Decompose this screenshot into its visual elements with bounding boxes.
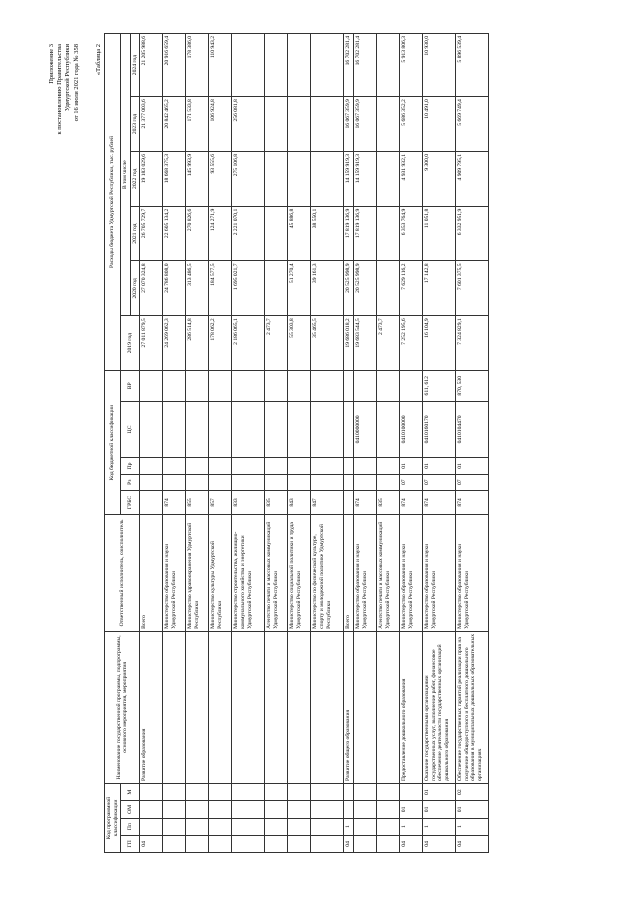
- cell-amount: [265, 34, 288, 97]
- cell-amount: 171 533,8: [186, 97, 209, 152]
- cell-amount: 2 186 065,1: [232, 316, 265, 371]
- cell-pr: [163, 458, 186, 474]
- cell-executor: Министерство по физической культуре, спорту и молодежной политике Удмуртской Республики: [311, 515, 344, 632]
- cell-amount: 10 930,0: [422, 34, 455, 97]
- cell-gp: 04: [344, 835, 354, 852]
- cell-amount: 17 819 136,9: [344, 206, 354, 261]
- cell-amount: [265, 97, 288, 152]
- cell-m: [311, 784, 344, 801]
- cell-rz: [140, 474, 163, 490]
- table-row: [344, 34, 354, 853]
- table-row: [422, 34, 455, 853]
- cell-cs: 0410104470: [455, 401, 488, 458]
- cell-executor: Министерство образования и науки Удмуртской Республики: [353, 515, 376, 632]
- cell-vr: [353, 371, 376, 401]
- cell-amount: 20 525 998,9: [353, 261, 376, 316]
- cell-om: [265, 801, 288, 818]
- cell-cs: [344, 401, 354, 458]
- cell-amount: 21 205 988,6: [140, 34, 163, 97]
- col-pr: Пр: [121, 458, 140, 474]
- cell-amount: 14 159 919,3: [344, 151, 354, 206]
- table-row: [140, 34, 163, 853]
- cell-grbs: 835: [265, 490, 288, 514]
- cell-name: [353, 631, 376, 783]
- col-vr: ВР: [121, 371, 140, 401]
- cell-om: 01: [422, 801, 455, 818]
- cell-grbs: 847: [311, 490, 344, 514]
- cell-pp: [265, 818, 288, 835]
- cell-amount: 6 353 764,9: [399, 206, 422, 261]
- cell-amount: 27 011 879,5: [140, 316, 163, 371]
- annex-line: от 16 июля 2021 года № 358: [72, 44, 80, 122]
- cell-amount: 38 550,1: [311, 206, 344, 261]
- table-row: [209, 34, 232, 853]
- cell-amount: 145 993,9: [186, 151, 209, 206]
- cell-pp: [209, 818, 232, 835]
- cell-rz: [163, 474, 186, 490]
- cell-amount: 20 916 659,4: [163, 34, 186, 97]
- cell-pp: [163, 818, 186, 835]
- cell-executor: Всего: [344, 515, 354, 632]
- cell-vr: [311, 371, 344, 401]
- cell-m: [344, 784, 354, 801]
- cell-amount: [265, 261, 288, 316]
- cell-executor: Всего: [140, 515, 163, 632]
- cell-amount: 2 221 070,1: [232, 206, 265, 261]
- cell-rz: [376, 474, 399, 490]
- cell-amount: 4 931 932,1: [399, 151, 422, 206]
- cell-gp: [186, 835, 209, 852]
- cell-grbs: 857: [209, 490, 232, 514]
- cell-m: [232, 784, 265, 801]
- cell-amount: 5 896 539,4: [455, 34, 488, 97]
- cell-name: [186, 631, 209, 783]
- cell-amount: 256 081,8: [232, 97, 265, 152]
- cell-pr: [232, 458, 265, 474]
- cell-executor: Агентство печати и массовых коммуникаций Удмуртской Республики: [376, 515, 399, 632]
- cell-om: [376, 801, 399, 818]
- cell-cs: 0410100000: [399, 401, 422, 458]
- cell-cs: [265, 401, 288, 458]
- cell-gp: [209, 835, 232, 852]
- table-row: [232, 34, 265, 853]
- cell-gp: 04: [399, 835, 422, 852]
- cell-amount: [288, 34, 311, 97]
- cell-pr: 01: [455, 458, 488, 474]
- cell-pp: [232, 818, 265, 835]
- cell-pr: 01: [399, 458, 422, 474]
- cell-pr: [186, 458, 209, 474]
- cell-cs: [186, 401, 209, 458]
- col-gp: ГП: [121, 835, 140, 852]
- cell-pp: [311, 818, 344, 835]
- cell-gp: [376, 835, 399, 852]
- cell-executor: Министерство культуры Удмуртской Республики: [209, 515, 232, 632]
- cell-amount: 2 473,7: [376, 316, 399, 371]
- cell-grbs: 833: [232, 490, 265, 514]
- cell-amount: 16 067 359,9: [344, 97, 354, 152]
- cell-executor: Министерство социальной политики и труда Удмуртской Республики: [288, 515, 311, 632]
- cell-executor: Министерство строительства, жилищно-коммунального хозяйства и энергетики Удмуртской Республики: [232, 515, 265, 632]
- cell-amount: 5 669 749,4: [455, 97, 488, 152]
- cell-amount: [376, 151, 399, 206]
- cell-cs: [140, 401, 163, 458]
- cell-executor: Министерство образования и науки Удмуртской Республики: [455, 515, 488, 632]
- cell-pr: [311, 458, 344, 474]
- cell-name: Развитие образования: [140, 631, 163, 783]
- cell-pp: 1: [344, 818, 354, 835]
- cell-cs: [209, 401, 232, 458]
- cell-name: Обеспечение государственных гарантий реализации прав на получение общедоступного и бесплатного дошкольного образования в муниципальных дошкольных образовательных организациях: [455, 631, 488, 783]
- cell-amount: 110 943,2: [209, 34, 232, 97]
- cell-amount: 7 324 829,1: [455, 316, 488, 371]
- cell-amount: 51 270,4: [288, 261, 311, 316]
- program-code-header: Код программной классификации: [105, 784, 121, 853]
- cell-amount: 16 702 281,4: [353, 34, 376, 97]
- cell-amount: 275 106,8: [232, 151, 265, 206]
- cell-executor: Министерство образования и науки Удмуртской Республики: [422, 515, 455, 632]
- cell-amount: 11 051,8: [422, 206, 455, 261]
- col-year: 2023 год: [130, 97, 140, 152]
- cell-rz: [344, 474, 354, 490]
- cell-name: [209, 631, 232, 783]
- cell-amount: 270 826,6: [186, 206, 209, 261]
- table-row: [376, 34, 399, 853]
- cell-amount: 313 486,5: [186, 261, 209, 316]
- cell-amount: 106 924,8: [209, 97, 232, 152]
- cell-grbs: 874: [399, 490, 422, 514]
- cell-name: [265, 631, 288, 783]
- cell-amount: 14 159 919,3: [353, 151, 376, 206]
- cell-amount: [376, 261, 399, 316]
- cell-vr: [186, 371, 209, 401]
- cell-grbs: [140, 490, 163, 514]
- cell-pp: [140, 818, 163, 835]
- cell-grbs: 843: [288, 490, 311, 514]
- cell-amount: 7 629 116,2: [399, 261, 422, 316]
- cell-amount: 19 686 018,2: [344, 316, 354, 371]
- cell-amount: 21 377 003,6: [140, 97, 163, 152]
- name-header: Наименование государственной программы, подпрограммы, основного мероприятия, мероприятия: [105, 631, 140, 783]
- cell-cs: [163, 401, 186, 458]
- cell-rz: [353, 474, 376, 490]
- cell-gp: 04: [455, 835, 488, 852]
- table-row: [455, 34, 488, 853]
- cell-grbs: 874: [353, 490, 376, 514]
- expenses-header: Расходы бюджета Удмуртской Республики, тыс. рублей: [105, 34, 121, 371]
- table-row: [311, 34, 344, 853]
- cell-amount: 10 491,0: [422, 97, 455, 152]
- cell-amount: 9 300,0: [422, 151, 455, 206]
- cell-amount: 20 842 465,2: [163, 97, 186, 152]
- cell-om: [163, 801, 186, 818]
- cell-name: [311, 631, 344, 783]
- cell-gp: [265, 835, 288, 852]
- cell-om: 01: [399, 801, 422, 818]
- cell-amount: 4 909 795,1: [455, 151, 488, 206]
- cell-executor: Агентство печати и массовых коммуникаций Удмуртской Республики: [265, 515, 288, 632]
- table-row: [288, 34, 311, 853]
- budget-table: [104, 33, 489, 853]
- cell-m: [353, 784, 376, 801]
- cell-amount: 22 605 134,2: [163, 206, 186, 261]
- cell-gp: 04: [422, 835, 455, 852]
- cell-amount: 286 514,8: [186, 316, 209, 371]
- col-rz: Рз: [121, 474, 140, 490]
- cell-amount: [376, 206, 399, 261]
- cell-om: [186, 801, 209, 818]
- cell-amount: 7 601 375,5: [455, 261, 488, 316]
- cell-pr: [265, 458, 288, 474]
- cell-vr: [265, 371, 288, 401]
- cell-m: 01: [422, 784, 455, 801]
- cell-amount: 16 104,9: [422, 316, 455, 371]
- cell-vr: [209, 371, 232, 401]
- cell-vr: [344, 371, 354, 401]
- cell-pr: [344, 458, 354, 474]
- cell-om: [344, 801, 354, 818]
- cell-vr: [163, 371, 186, 401]
- cell-gp: [288, 835, 311, 852]
- cell-amount: 17 819 136,9: [353, 206, 376, 261]
- cell-amount: 5 913 806,3: [399, 34, 422, 97]
- cell-rz: [288, 474, 311, 490]
- cell-vr: 611, 612: [422, 371, 455, 401]
- col-grbs: ГРБС: [121, 490, 140, 514]
- cell-pr: [288, 458, 311, 474]
- cell-pr: [376, 458, 399, 474]
- cell-gp: [353, 835, 376, 852]
- cell-amount: 24 786 808,0: [163, 261, 186, 316]
- cell-cs: 0410000000: [353, 401, 376, 458]
- cell-pp: [353, 818, 376, 835]
- cell-executor: Министерство здравоохранения Удмуртской Республики: [186, 515, 209, 632]
- cell-rz: [265, 474, 288, 490]
- cell-amount: 16 702 281,4: [344, 34, 354, 97]
- cell-amount: [265, 151, 288, 206]
- cell-amount: 45 886,8: [288, 206, 311, 261]
- cell-name: [232, 631, 265, 783]
- cell-rz: [186, 474, 209, 490]
- cell-pr: [353, 458, 376, 474]
- cell-pr: 01: [422, 458, 455, 474]
- cell-amount: 20 525 998,9: [344, 261, 354, 316]
- cell-m: [265, 784, 288, 801]
- cell-amount: 55 303,8: [288, 316, 311, 371]
- cell-amount: [288, 151, 311, 206]
- cell-om: [311, 801, 344, 818]
- cell-m: [140, 784, 163, 801]
- cell-gp: [311, 835, 344, 852]
- cell-pp: 1: [455, 818, 488, 835]
- cell-om: [209, 801, 232, 818]
- cell-pr: [209, 458, 232, 474]
- cell-amount: 39 161,3: [311, 261, 344, 316]
- cell-pp: 1: [399, 818, 422, 835]
- cell-amount: 16 067 359,9: [353, 97, 376, 152]
- cell-m: [376, 784, 399, 801]
- cell-rz: 07: [455, 474, 488, 490]
- cell-rz: [311, 474, 344, 490]
- executor-header: Ответственный исполнитель, соисполнитель: [105, 515, 140, 632]
- annex-line: Удмуртской Республики: [64, 44, 72, 112]
- cell-amount: 1 695 021,7: [232, 261, 265, 316]
- cell-cs: [232, 401, 265, 458]
- cell-vr: 870, 530: [455, 371, 488, 401]
- cell-om: [140, 801, 163, 818]
- cell-cs: [311, 401, 344, 458]
- cell-name: [376, 631, 399, 783]
- col-cs: ЦС: [121, 401, 140, 458]
- cell-amount: 35 465,5: [311, 316, 344, 371]
- cell-amount: 7 252 195,6: [399, 316, 422, 371]
- table-body: [140, 34, 489, 853]
- cell-grbs: 874: [163, 490, 186, 514]
- cell-pp: 1: [422, 818, 455, 835]
- cell-om: [288, 801, 311, 818]
- cell-amount: 19 183 029,6: [140, 151, 163, 206]
- cell-amount: 24 269 062,3: [163, 316, 186, 371]
- col-year: 2021 год: [130, 206, 140, 261]
- table-row: [265, 34, 288, 853]
- cell-amount: 184 577,5: [209, 261, 232, 316]
- cell-amount: 17 142,8: [422, 261, 455, 316]
- cell-name: Оказание государственными организациями государственных услуг, выполнение работ, финансовое обеспечение деятельности государственных организаций дошкольного образования: [422, 631, 455, 783]
- cell-amount: 18 668 375,3: [163, 151, 186, 206]
- cell-pp: [288, 818, 311, 835]
- annex-line: к постановлению Правительства: [56, 44, 64, 135]
- cell-grbs: 835: [376, 490, 399, 514]
- cell-m: [209, 784, 232, 801]
- cell-vr: [288, 371, 311, 401]
- cell-om: 01: [455, 801, 488, 818]
- cell-amount: 5 686 352,2: [399, 97, 422, 152]
- cell-m: [288, 784, 311, 801]
- cell-amount: 26 705 729,7: [140, 206, 163, 261]
- cell-name: Предоставление дошкольного образования: [399, 631, 422, 783]
- cell-rz: 07: [399, 474, 422, 490]
- cell-pp: [376, 818, 399, 835]
- cell-om: [232, 801, 265, 818]
- cell-amount: 93 555,6: [209, 151, 232, 206]
- cell-grbs: 874: [455, 490, 488, 514]
- cell-vr: [140, 371, 163, 401]
- cell-amount: [311, 151, 344, 206]
- cell-m: [399, 784, 422, 801]
- cell-gp: [163, 835, 186, 852]
- cell-cs: [376, 401, 399, 458]
- cell-amount: 178 386,0: [186, 34, 209, 97]
- cell-gp: [232, 835, 265, 852]
- cell-name: Развитие общего образования: [344, 631, 354, 783]
- table-row: [163, 34, 186, 853]
- cell-amount: 6 332 951,9: [455, 206, 488, 261]
- cell-m: [163, 784, 186, 801]
- cell-name: [163, 631, 186, 783]
- cell-grbs: [344, 490, 354, 514]
- cell-m: 02: [455, 784, 488, 801]
- table-row: [186, 34, 209, 853]
- col-year: 2022 год: [130, 151, 140, 206]
- cell-amount: [311, 97, 344, 152]
- cell-pp: [186, 818, 209, 835]
- cell-rz: [232, 474, 265, 490]
- annex-stamp: [48, 44, 81, 304]
- col-m: М: [121, 784, 140, 801]
- cell-amount: 178 062,2: [209, 316, 232, 371]
- annex-line: Приложение 3: [48, 44, 55, 84]
- table-label: «Таблица 2: [95, 44, 102, 76]
- col-year: 2020 год: [130, 261, 140, 316]
- table-row: [353, 34, 376, 853]
- cell-executor: Министерство образования и науки Удмуртской Республики: [399, 515, 422, 632]
- cell-amount: 2 473,7: [265, 316, 288, 371]
- cell-vr: [232, 371, 265, 401]
- expenses-subheader: В том числе: [121, 34, 131, 316]
- cell-amount: 27 070 324,8: [140, 261, 163, 316]
- cell-amount: [232, 34, 265, 97]
- cell-vr: [399, 371, 422, 401]
- cell-vr: [376, 371, 399, 401]
- cell-amount: 19 683 544,5: [353, 316, 376, 371]
- cell-amount: [376, 97, 399, 152]
- table-row: [399, 34, 422, 853]
- cell-pr: [140, 458, 163, 474]
- cell-om: [353, 801, 376, 818]
- budget-code-header: Код бюджетной классификации: [105, 371, 121, 515]
- cell-amount: [376, 34, 399, 97]
- col-year: 2019 год: [121, 316, 140, 371]
- cell-rz: 07: [422, 474, 455, 490]
- cell-amount: [311, 34, 344, 97]
- cell-amount: 124 271,9: [209, 206, 232, 261]
- cell-amount: [288, 97, 311, 152]
- cell-amount: [265, 206, 288, 261]
- cell-gp: 04: [140, 835, 163, 852]
- cell-executor: Министерство образования и науки Удмуртской Республики: [163, 515, 186, 632]
- cell-cs: 0410160170: [422, 401, 455, 458]
- col-pp: Пп: [121, 818, 140, 835]
- cell-rz: [209, 474, 232, 490]
- cell-name: [288, 631, 311, 783]
- cell-m: [186, 784, 209, 801]
- cell-cs: [288, 401, 311, 458]
- cell-grbs: 855: [186, 490, 209, 514]
- col-om: ОМ: [121, 801, 140, 818]
- cell-grbs: 874: [422, 490, 455, 514]
- col-year: 2024 год: [130, 34, 140, 97]
